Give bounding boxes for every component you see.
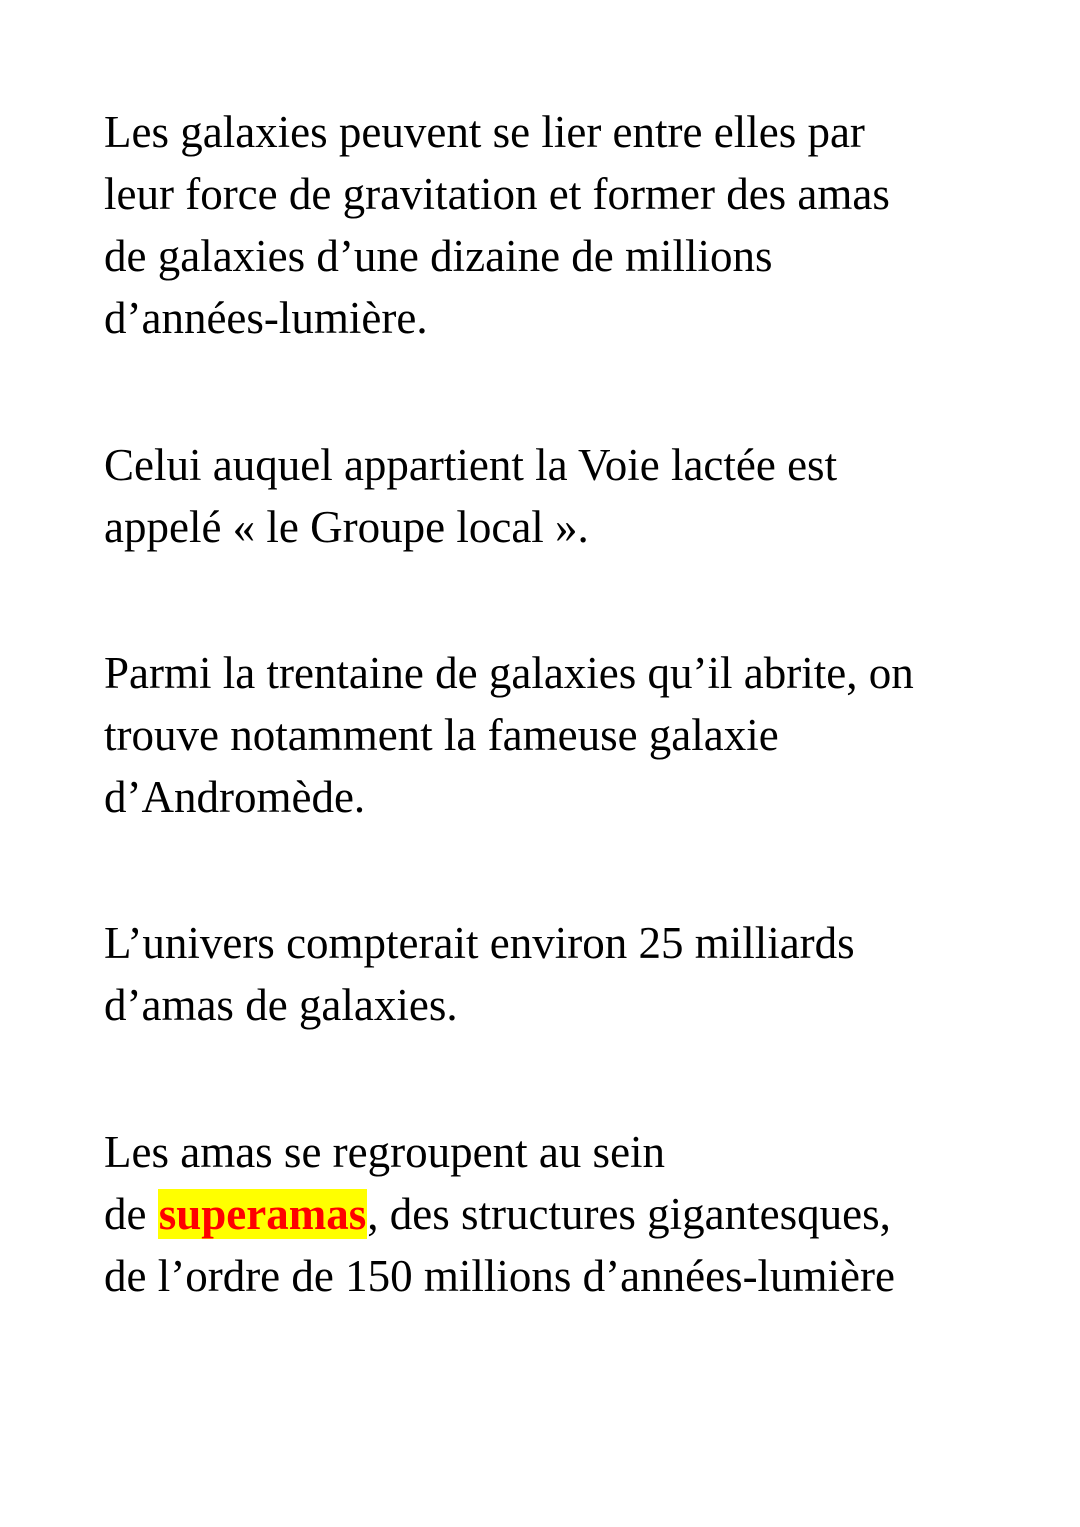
text-line: L’univers compterait environ 25 milliards: [104, 918, 855, 968]
text-line: d’Andromède.: [104, 772, 366, 822]
text-line: Parmi la trentaine de galaxies qu’il abrite, on: [104, 648, 914, 698]
paragraph-universe-count: [104, 912, 1004, 1036]
paragraph-superclusters: [104, 1121, 1004, 1307]
text-line: Les amas se regroupent au sein: [104, 1127, 666, 1177]
text-line: d’amas de galaxies.: [104, 980, 458, 1030]
text-fragment: de: [104, 1189, 158, 1239]
paragraph-andromeda: [104, 642, 1004, 828]
text-line: de galaxies d’une dizaine de millions: [104, 231, 773, 281]
text-line: d’années-lumière.: [104, 293, 428, 343]
text-line: de l’ordre de 150 millions d’années-lumière: [104, 1251, 895, 1301]
text-fragment: , des structures gigantesques,: [367, 1189, 891, 1239]
highlighted-term: superamas: [158, 1189, 367, 1239]
paragraph-galaxy-clusters: [104, 101, 1004, 349]
text-line: Les galaxies peuvent se lier entre elles par: [104, 107, 865, 157]
text-line: trouve notamment la fameuse galaxie: [104, 710, 779, 760]
paragraph-local-group: [104, 434, 1004, 558]
text-line-with-highlight: [104, 1183, 1004, 1245]
text-line: appelé « le Groupe local ».: [104, 502, 589, 552]
text-line: leur force de gravitation et former des amas: [104, 169, 890, 219]
text-line: Celui auquel appartient la Voie lactée est: [104, 440, 838, 490]
